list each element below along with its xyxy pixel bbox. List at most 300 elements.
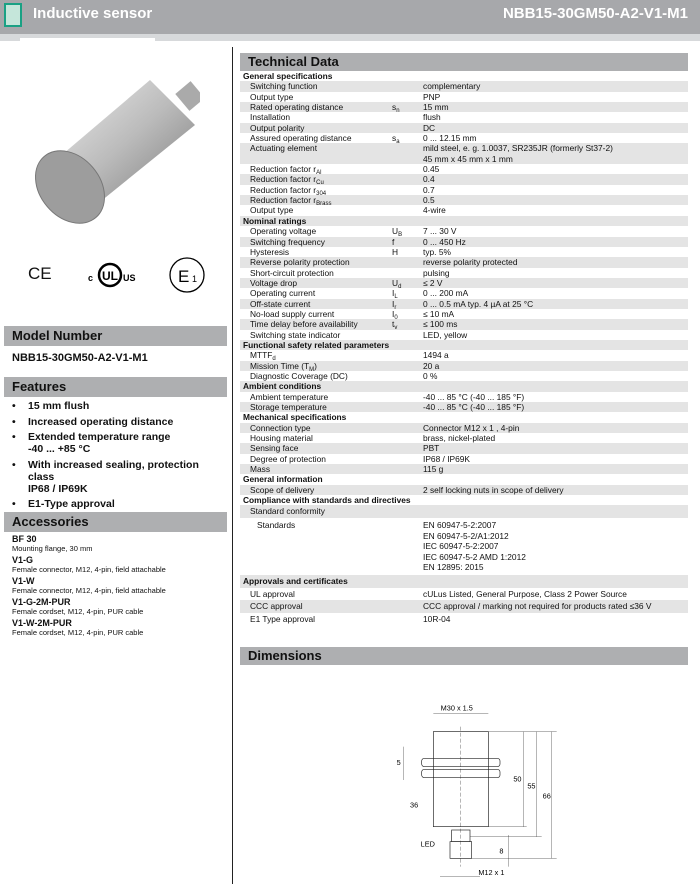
spec-row	[240, 371, 688, 381]
spec-symbol	[392, 309, 423, 319]
spec-label	[240, 257, 392, 267]
value-text: 0 ... 450 Hz	[423, 236, 466, 247]
symbol-text: f	[392, 236, 395, 247]
symbol-text: s	[392, 133, 397, 144]
spec-label	[240, 613, 392, 626]
spec-symbol	[392, 520, 423, 575]
spec-label	[240, 102, 392, 112]
spec-label	[240, 308, 395, 319]
value-text: Connector M12 x 1 , 4-pin	[423, 422, 520, 433]
spec-label	[240, 164, 392, 177]
spec-row	[240, 123, 688, 133]
spec-label	[240, 236, 395, 247]
spec-value	[423, 278, 688, 288]
spec-symbol	[392, 361, 423, 371]
spec-row	[240, 423, 688, 433]
spec-label-text: Assured operating distance	[250, 133, 352, 144]
spec-symbol	[392, 299, 423, 309]
spec-label-text: Operating voltage	[250, 226, 317, 237]
accessory-name: V1-W	[12, 576, 35, 586]
spec-symbol	[392, 205, 423, 215]
symbol-text: t	[392, 319, 395, 330]
spec-row	[240, 247, 688, 257]
nut-dim-label: 5	[396, 758, 401, 767]
spec-symbol	[392, 123, 423, 133]
spec-label	[240, 226, 392, 236]
value-text: 20 a	[423, 360, 440, 371]
spec-value	[423, 454, 688, 464]
spec-value	[423, 505, 688, 518]
value-text: -40 ... 85 °C (-40 ... 185 °F)	[423, 391, 525, 402]
value-text: reverse polarity protected	[423, 257, 518, 268]
spec-label	[240, 454, 392, 464]
feature-item: • 15 mm flush	[10, 400, 225, 412]
spec-value	[423, 371, 688, 381]
symbol-subscript: v	[394, 325, 398, 332]
symbol-subscript: B	[398, 232, 403, 239]
spec-label	[240, 247, 392, 257]
spec-label	[240, 361, 392, 371]
symbol-subscript: L	[394, 294, 398, 301]
spec-row	[240, 613, 688, 626]
spec-value	[423, 123, 688, 133]
spec-label-text: Mission Time (T	[250, 360, 310, 371]
spec-label	[240, 392, 392, 402]
feature-item: • Increased operating distance	[10, 416, 225, 428]
value-text: complementary	[423, 81, 481, 92]
value-text: 0 ... 12.15 mm	[423, 133, 477, 144]
symbol-subscript: 0	[394, 314, 398, 321]
spec-symbol	[392, 92, 423, 102]
symbol-text: I	[392, 288, 395, 299]
spec-symbol	[392, 485, 423, 495]
standard-item: EN 60947-5-2:2007	[423, 520, 497, 531]
svg-text:US: US	[123, 273, 136, 283]
value-text: CCC approval / marking not required for products rated ≤36 V	[423, 601, 652, 612]
spec-symbol	[392, 195, 423, 205]
section-header	[240, 474, 688, 484]
spec-label	[240, 123, 392, 133]
value-text: flush	[423, 112, 441, 123]
spec-row	[240, 361, 688, 371]
spec-symbol	[392, 371, 423, 381]
symbol-text: H	[392, 246, 399, 257]
dimensions-heading: Dimensions	[240, 647, 688, 665]
spec-value	[423, 205, 688, 215]
spec-value	[423, 485, 688, 495]
spec-label-text: Hysteresis	[250, 246, 290, 257]
spec-symbol	[392, 392, 423, 402]
spec-value	[423, 268, 688, 278]
spec-symbol	[392, 600, 423, 613]
symbol-text: s	[392, 102, 397, 113]
spec-symbol	[392, 505, 423, 518]
length-66-label: 66	[542, 791, 551, 801]
spec-value	[423, 143, 688, 164]
spec-symbol	[392, 133, 423, 146]
section-title: Approvals and certificates	[243, 576, 348, 587]
spec-symbol	[392, 226, 423, 239]
spec-row	[240, 330, 688, 340]
spec-value	[423, 92, 688, 102]
features-heading: Features	[4, 377, 227, 397]
section-title: Ambient conditions	[243, 381, 322, 392]
spec-row	[240, 319, 688, 332]
section-title: Functional safety related parameters	[243, 339, 390, 350]
spec-symbol	[392, 288, 423, 301]
section-header	[240, 340, 688, 350]
spec-label	[240, 268, 392, 278]
spec-symbol	[392, 588, 423, 601]
spec-symbol	[392, 402, 423, 412]
spec-label	[240, 288, 395, 299]
spec-row	[240, 392, 688, 402]
spec-label-text: No-load supply current	[250, 308, 335, 319]
section-header	[240, 412, 688, 422]
spec-symbol	[392, 443, 423, 453]
spec-row	[240, 288, 688, 301]
spec-row	[240, 195, 688, 208]
spec-row	[240, 433, 688, 443]
section-title: General information	[243, 474, 323, 485]
spec-label-text: CCC approval	[250, 601, 303, 612]
model-number-heading: Model Number	[4, 326, 227, 346]
spec-label-text: Standard conformity	[250, 506, 325, 517]
accessories-list	[12, 534, 227, 639]
accessory-description: Female cordset, M12, 4-pin, PUR cable	[12, 628, 144, 637]
spec-label-text: Output polarity	[250, 122, 305, 133]
spec-label-text: Switching state indicator	[250, 329, 341, 340]
spec-label-text: MTTF	[250, 350, 273, 361]
section-header	[240, 495, 688, 505]
symbol-text: I	[392, 298, 395, 309]
spec-label-text: Diagnostic Coverage (DC)	[250, 370, 348, 381]
spec-label	[240, 319, 395, 330]
e1-mark-icon	[165, 256, 213, 299]
spec-row	[240, 164, 688, 177]
feature-item: • With increased sealing, protection class IP68 / IP69K	[10, 459, 225, 495]
spec-label	[240, 92, 392, 102]
spec-label-text: Degree of protection	[250, 453, 326, 464]
spec-label-text: Housing material	[250, 433, 313, 444]
spec-value	[423, 433, 688, 443]
spec-label-text: Operating current	[250, 288, 316, 299]
spec-value	[423, 392, 688, 402]
spec-row	[240, 454, 688, 464]
spec-label-text: Reduction factor r	[250, 174, 317, 185]
spec-row	[240, 205, 688, 215]
spec-label	[240, 195, 392, 208]
symbol-text: U	[392, 226, 399, 237]
spec-value	[423, 174, 688, 184]
svg-text:c: c	[88, 273, 94, 283]
spec-value	[423, 402, 688, 412]
spec-value	[423, 319, 688, 329]
ce-mark-icon: CE	[28, 264, 52, 283]
accessories-heading: Accessories	[4, 512, 227, 532]
spec-label-text: Time delay before availability	[250, 319, 358, 330]
header-bar	[0, 0, 700, 34]
spec-label	[240, 133, 392, 143]
symbol-text: I	[392, 308, 395, 319]
wrench-size-label: 36	[410, 800, 419, 810]
product-photo	[30, 70, 200, 230]
value-text: PNP	[423, 91, 441, 102]
spec-row	[240, 237, 688, 247]
spec-label	[240, 298, 395, 309]
spec-symbol	[392, 247, 423, 257]
spec-row	[240, 112, 688, 122]
spec-label	[240, 143, 392, 164]
accessory-name: V1-G	[12, 555, 34, 565]
spec-value	[423, 102, 688, 112]
ul-mark-icon	[88, 262, 148, 293]
spec-label-text: Switching frequency	[250, 236, 325, 247]
value-text: PBT	[423, 443, 440, 454]
spec-row	[240, 102, 688, 115]
value-text: 4-wire	[423, 205, 446, 216]
spec-label-text: Voltage drop	[250, 277, 298, 288]
feature-item: • E1-Type approval	[10, 498, 225, 510]
spec-label	[240, 464, 392, 474]
standard-item: IEC 60947-5-2:2007	[423, 541, 499, 552]
spec-value	[423, 237, 688, 247]
spec-value	[423, 588, 688, 601]
spec-label-text: Installation	[250, 112, 291, 123]
spec-label	[240, 485, 392, 495]
svg-text:UL: UL	[102, 269, 118, 283]
symbol-subscript: a	[396, 139, 400, 146]
spec-label-subscript: M	[309, 366, 315, 373]
spec-label-text: Sensing face	[250, 443, 299, 454]
thread-label: M30 x 1.5	[440, 703, 473, 713]
spec-value	[423, 226, 688, 236]
spec-value	[423, 350, 688, 360]
spec-label	[240, 350, 392, 363]
column-divider	[232, 47, 233, 884]
spec-label	[240, 600, 392, 613]
spec-label-text: Storage temperature	[250, 402, 327, 412]
value-text: IP68 / IP69K	[423, 453, 471, 464]
value-text: -40 ... 85 °C (-40 ... 185 °F)	[423, 402, 525, 412]
spec-label	[240, 81, 392, 91]
spec-symbol	[392, 464, 423, 474]
spec-value	[423, 613, 688, 626]
spec-row	[240, 257, 688, 267]
spec-label	[240, 505, 392, 518]
spec-row	[240, 485, 688, 495]
value-text: cULus Listed, General Purpose, Class 2 Power Source	[423, 588, 627, 599]
spec-symbol	[392, 112, 423, 122]
svg-text:E: E	[178, 267, 190, 286]
spec-symbol	[392, 185, 423, 195]
value-text: typ. 5%	[423, 246, 451, 257]
spec-symbol	[392, 330, 423, 340]
spec-row	[240, 133, 688, 146]
spec-row	[240, 226, 688, 239]
value-text: pulsing	[423, 267, 450, 278]
spec-label-text: Short-circuit protection	[250, 267, 334, 278]
value-text: DC	[423, 122, 436, 133]
spec-label-text: Standards	[257, 520, 296, 531]
spec-label	[240, 174, 392, 187]
spec-label	[240, 278, 392, 288]
spec-row	[240, 185, 688, 195]
spec-symbol	[392, 237, 423, 247]
spec-label	[240, 423, 392, 433]
spec-value	[423, 288, 688, 298]
spec-symbol	[392, 454, 423, 464]
spec-row	[240, 174, 688, 187]
spec-symbol	[392, 613, 423, 626]
value-text: 7 ... 30 V	[423, 226, 457, 237]
spec-label	[240, 402, 392, 412]
spec-label-text: Output type	[250, 205, 294, 216]
spec-label	[240, 112, 392, 122]
spec-symbol	[392, 350, 423, 360]
spec-symbol	[392, 278, 423, 288]
spec-row	[240, 600, 688, 613]
section-header	[240, 71, 688, 81]
standard-item: EN 60947-5-2/A1:2012	[423, 530, 509, 541]
brand-logo	[4, 3, 22, 27]
spec-value	[423, 81, 688, 91]
spec-label	[240, 443, 392, 453]
doc-title: Inductive sensor	[33, 5, 153, 22]
section-header	[240, 575, 688, 588]
accessory-name: BF 30	[12, 534, 37, 544]
spec-row	[240, 92, 688, 102]
standard-item: IEC 60947-5-2 AMD 1:2012	[423, 551, 526, 562]
section-header	[240, 381, 688, 391]
value-text: mild steel, e. g. 1.0037, SR235JR (formerly St37-2)	[423, 143, 613, 154]
spec-label	[240, 205, 392, 215]
value-text: 0 %	[423, 370, 438, 381]
section-title: Nominal ratings	[243, 215, 307, 226]
spec-value	[423, 195, 688, 205]
spec-label	[240, 520, 392, 575]
spec-label	[240, 371, 392, 381]
spec-label-text: Reverse polarity protection	[250, 257, 350, 268]
spec-row	[240, 309, 688, 319]
value-text: 0.4	[423, 174, 435, 185]
spec-label-suffix: )	[314, 360, 317, 371]
spec-row	[240, 402, 688, 412]
spec-value	[423, 112, 688, 122]
spec-symbol	[392, 257, 423, 267]
spec-label-subscript: 304	[316, 190, 327, 197]
spec-label	[240, 433, 392, 443]
spec-value	[423, 361, 688, 371]
svg-text:1: 1	[192, 274, 198, 284]
spec-value	[423, 309, 688, 319]
accessory-description: Mounting flange, 30 mm	[12, 544, 93, 553]
spec-value	[423, 443, 688, 453]
dimension-drawing	[370, 680, 570, 884]
spec-label-text: Output type	[250, 91, 294, 102]
standard-item: EN 12895: 2015	[423, 562, 484, 573]
length-55-label: 55	[527, 781, 536, 791]
spec-row	[240, 505, 688, 518]
value-text: 1494 a	[423, 350, 449, 361]
value-text: ≤ 100 ms	[423, 319, 458, 330]
spec-label-text: Off-state current	[250, 298, 311, 309]
accessory-description: Female cordset, M12, 4-pin, PUR cable	[12, 607, 144, 616]
section-header	[240, 216, 688, 226]
value-text: ≤ 10 mA	[423, 308, 455, 319]
spec-label-subscript: Cu	[316, 180, 324, 187]
symbol-subscript: d	[398, 283, 402, 290]
section-title: Compliance with standards and directives	[243, 495, 411, 506]
spec-symbol	[392, 319, 423, 332]
model-number: NBB15-30GM50-A2-V1-M1	[12, 352, 148, 364]
spec-label-text: Reduction factor r	[250, 164, 317, 175]
value-text: 2 self locking nuts in scope of delivery	[423, 484, 564, 495]
symbol-subscript: n	[396, 108, 400, 115]
spec-label-text: Connection type	[250, 422, 311, 433]
spec-value	[423, 520, 688, 575]
section-title: General specifications	[243, 71, 333, 81]
spec-label	[240, 330, 392, 340]
header-model: NBB15-30GM50-A2-V1-M1	[502, 5, 688, 22]
value-text: 0.7	[423, 184, 435, 195]
header-notch	[20, 38, 155, 42]
spec-value	[423, 600, 688, 613]
value-text: 0 ... 200 mA	[423, 288, 469, 299]
spec-symbol	[392, 102, 423, 115]
spec-label-subscript: Al	[316, 170, 322, 177]
spec-value	[423, 164, 688, 174]
spec-symbol	[392, 268, 423, 278]
spec-label-text: E1 Type approval	[250, 613, 316, 624]
spec-symbol	[392, 433, 423, 443]
spec-label-subscript: Brass	[316, 201, 332, 208]
accessory-description: Female connector, M12, 4-pin, field attachable	[12, 586, 166, 595]
spec-row	[240, 143, 688, 164]
value-text: 0 ... 0.5 mA typ. 4 µA at 25 °C	[423, 298, 534, 309]
spec-value	[423, 299, 688, 309]
spec-label-text: Scope of delivery	[250, 484, 315, 495]
led-label: LED	[420, 839, 435, 849]
spec-row	[240, 268, 688, 278]
spec-label-text: UL approval	[250, 588, 295, 599]
accessory-name: V1-G-2M-PUR	[12, 597, 71, 607]
value-text: LED, yellow	[423, 329, 468, 340]
spec-label-text: Actuating element	[250, 143, 318, 154]
value-text: ≤ 2 V	[423, 277, 443, 288]
spec-value	[423, 185, 688, 195]
spec-value	[423, 133, 688, 143]
spec-value	[423, 257, 688, 267]
value-text: 115 g	[423, 464, 444, 475]
section-title: Mechanical specifications	[243, 412, 347, 423]
spec-row	[240, 299, 688, 309]
spec-symbol	[392, 423, 423, 433]
symbol-subscript: r	[394, 304, 397, 311]
technical-data-heading: Technical Data	[240, 53, 688, 71]
value-text: brass, nickel-plated	[423, 433, 496, 444]
accessory-description: Female connector, M12, 4-pin, field attachable	[12, 565, 166, 574]
value-text: 0.45	[423, 164, 440, 175]
spec-value	[423, 247, 688, 257]
spec-row	[240, 278, 688, 288]
technical-data-table	[240, 71, 688, 625]
length-50-label: 50	[513, 774, 522, 784]
spec-value	[423, 464, 688, 474]
spec-value	[423, 330, 688, 340]
spec-row	[240, 350, 688, 363]
spec-label	[240, 185, 392, 195]
